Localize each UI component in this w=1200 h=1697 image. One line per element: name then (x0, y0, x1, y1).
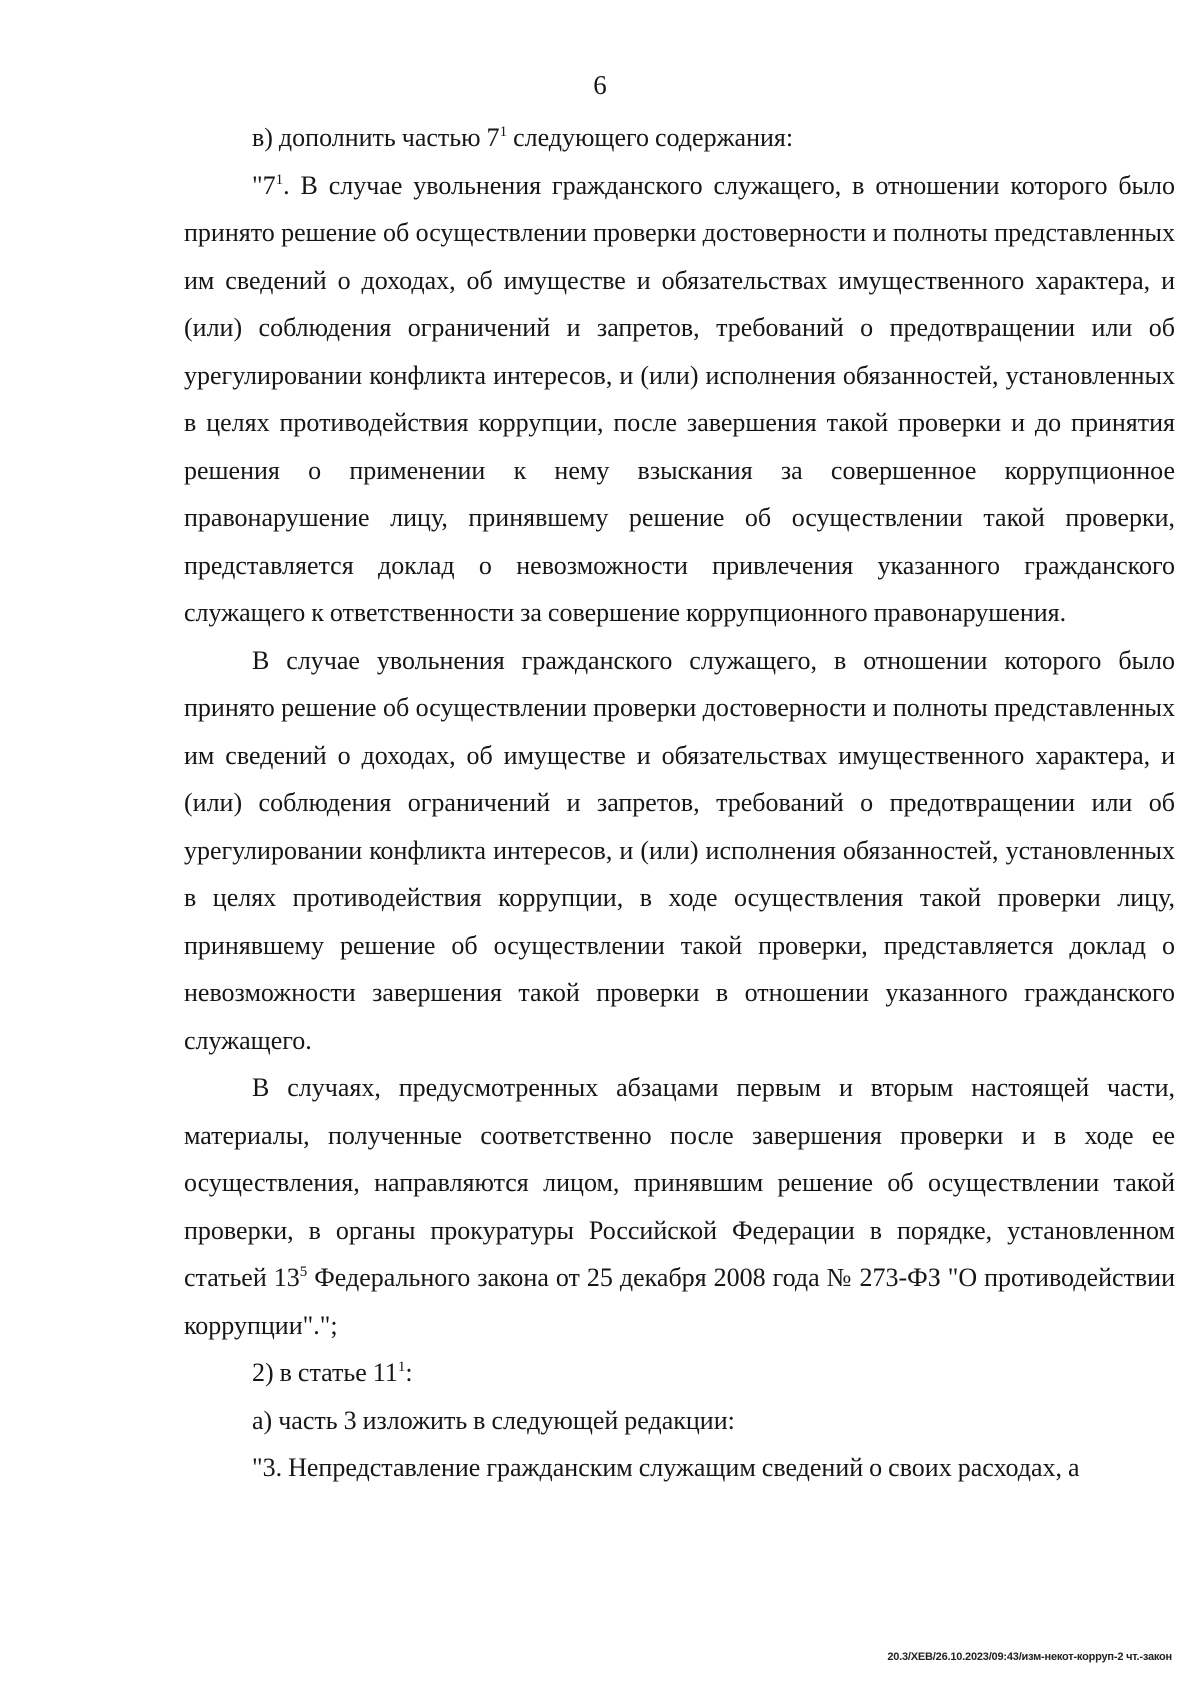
footer-document-code: 20.3/ХЕВ/26.10.2023/09:43/изм-некот-корруп-2 чт.-закон (887, 1651, 1172, 1663)
paragraph-article-11-1: 2) в статье $11^1$: (252, 1358, 413, 1387)
document-body (184, 114, 1175, 1492)
paragraph-second-case: В случае увольнения гражданского служащего, в отношении которого было принято решение об осуществлении проверки достоверности и полноты представленных им сведений о доходах, об имуществе и обязательствах имущественного характера, и (или) соблюдения ограничений и запретов, требований о предотвращении или об урегулировании конфликта интересов, и (или) исполнения обязанностей, установленных в целях противодействия коррупции, в ходе осуществления такой проверки лицу, принявшему решение об осуществлении такой проверки, представляется доклад о невозможности завершения такой проверки в отношении указанного гражданского служащего. (184, 645, 1175, 1055)
paragraph-materials: В случаях, предусмотренных абзацами первым и вторым настоящей части, материалы, полученные соответственно после завершения проверки и в ходе ее осуществления, направляются лицом, принявшим решение об осуществлении такой проверки, в органы прокуратуры Российской Федерации в порядке, установленном статьей $13^5$ Федерального закона от 25 декабря 2008 года № 273-ФЗ "О противодействии коррупции"."; (184, 1073, 1175, 1340)
paragraph-add-part: в) дополнить частью $7^1$ следующего содержания: (252, 123, 794, 152)
superscript: 1 (499, 124, 508, 140)
paragraph-non-submission: "3. Непредставление гражданским служащим сведений о своих расходах, а (252, 1453, 1080, 1482)
superscript: 1 (397, 1359, 406, 1375)
paragraph-part-7-1: "$7^1$. В случае увольнения гражданского служащего, в отношении которого было принято решение об осуществлении проверки достоверности и полноты представленных им сведений о доходах, об имуществе и обязательствах имущественного характера, и (или) соблюдения ограничений и запретов, требований о предотвращении или об урегулировании конфликта интересов, и (или) исполнения обязанностей, установленных в целях противодействия коррупции, после завершения такой проверки и до принятия решения о применении к нему взыскания за совершенное коррупционное правонарушение лицу, принявшему решение об осуществлении такой проверки, представляется доклад о невозможности привлечения указанного гражданского служащего к ответственности за совершение коррупционного правонарушения. (184, 170, 1175, 627)
page-number: 6 (593, 70, 607, 100)
superscript: 1 (275, 171, 284, 188)
paragraph-part-3: а) часть 3 изложить в следующей редакции: (252, 1405, 735, 1435)
superscript: 5 (299, 1264, 308, 1280)
